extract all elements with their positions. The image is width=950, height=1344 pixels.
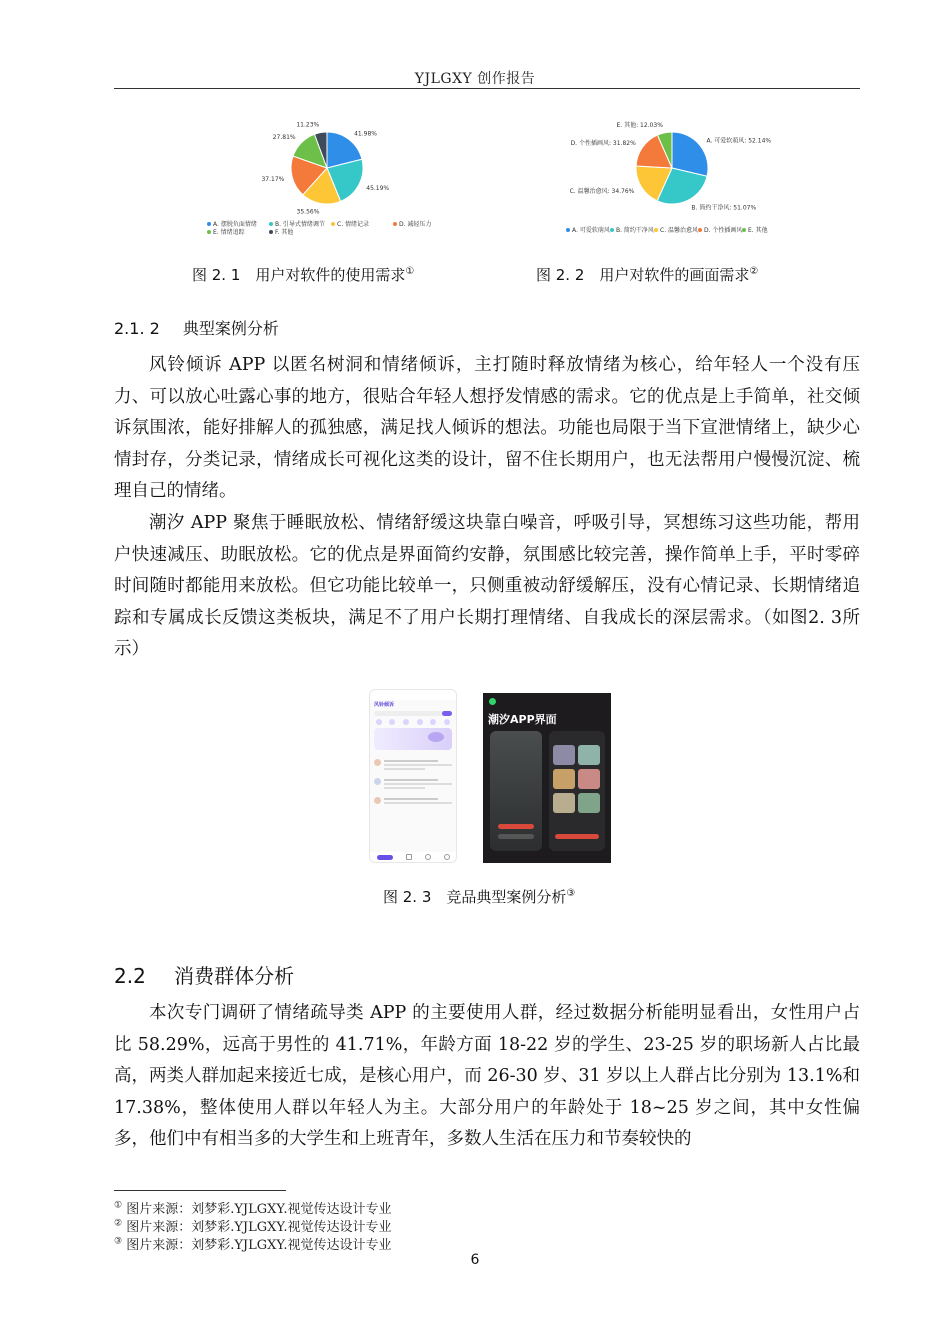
footnote-text: 图片来源：刘梦彩.YJLGXY.视觉传达设计专业 — [126, 1220, 392, 1235]
paragraph-fengling: 风铃倾诉 APP 以匿名树洞和情绪倾诉，主打随时释放情绪为核心，给年轻人一个没有压力、可以放心吐露心事的地方，很贴合年轻人想抒发情感的需求。它的优点是上手简单，社交倾诉氛围浓，能好排解人的孤独感，满足找人倾诉的想法。功能也局限于当下宣泄情绪上，缺少心情封存，分类记录，情绪成长可视化这类的设计，留不住长期用户，也无法帮用户慢慢沉淀、梳理自己的情绪。 — [114, 355, 860, 501]
legend-swatch — [269, 222, 273, 226]
legend-label: A. 摆脱负面情绪 — [213, 221, 257, 228]
mood-card — [553, 769, 575, 789]
legend-swatch — [654, 228, 658, 232]
slice-label: D. 个性插画风: 31.82% — [570, 139, 636, 147]
legend-swatch — [207, 230, 211, 234]
search-bar — [374, 711, 452, 716]
subsection-title: 典型案例分析 — [182, 319, 279, 338]
subsection-heading — [114, 316, 279, 339]
app-screenshot-fengling — [369, 689, 457, 863]
footnote-ref-3[interactable]: ③ — [566, 888, 576, 899]
legend-swatch — [742, 228, 746, 232]
status-bar — [370, 690, 456, 700]
whale-icon — [428, 732, 444, 742]
post-list — [370, 753, 456, 816]
mood-card — [578, 769, 600, 789]
footnote-3 — [114, 1234, 391, 1253]
slice-label: B. 简约干净风: 51.07% — [691, 204, 757, 212]
secondary-button — [498, 834, 534, 839]
page-number: 6 — [470, 1252, 480, 1268]
section-heading — [114, 960, 294, 989]
slice-label: 35.56% — [296, 208, 320, 216]
figure-3-caption — [383, 886, 575, 907]
legend-label: C. 温馨治愈风 — [660, 227, 699, 234]
legend-label: D. 减轻压力 — [399, 221, 432, 228]
figure-1-caption-text: 图 2. 1 用户对软件的使用需求 — [192, 266, 406, 284]
running-header: YJLGXY 创作报告 — [414, 71, 536, 87]
avatar — [374, 759, 381, 766]
figure-2-caption — [536, 264, 758, 285]
legend-swatch — [269, 230, 273, 234]
tab-heart-icon — [425, 854, 431, 860]
slice-label: E. 其他: 12.03% — [616, 121, 663, 129]
tab-profile-icon — [444, 854, 450, 860]
figure-2-caption-text: 图 2. 2 用户对软件的画面需求 — [536, 266, 750, 284]
slice-label: C. 温馨治愈风: 34.76% — [569, 187, 635, 195]
search-button — [442, 711, 452, 716]
figure-1-caption — [192, 264, 414, 285]
tab-bar — [370, 852, 456, 862]
section-title: 消费群体分析 — [174, 964, 295, 988]
legend-swatch — [393, 222, 397, 226]
footnote-text: 图片来源：刘梦彩.YJLGXY.视觉传达设计专业 — [126, 1202, 392, 1217]
footnote-2 — [114, 1216, 391, 1235]
footnote-mark: ③ — [114, 1236, 123, 1247]
list-item — [374, 797, 452, 806]
slice-label: 27.81% — [272, 134, 296, 142]
app-title: 潮汐APP界面 — [488, 713, 557, 726]
section-number: 2.2 — [114, 964, 146, 988]
legend-label: D. 个性插画风 — [704, 227, 743, 234]
legend-label: B. 引导式情绪调节 — [275, 221, 325, 228]
figure-3-caption-text: 图 2. 3 竞品典型案例分析 — [383, 888, 567, 906]
brand-logo-icon — [489, 698, 496, 705]
mood-card — [553, 793, 575, 813]
app-screenshot-chaoxi — [483, 693, 611, 863]
category-row — [372, 719, 454, 725]
mood-card — [578, 745, 600, 765]
confirm-button — [555, 834, 599, 839]
app-title: 风铃倾诉 — [374, 702, 395, 708]
footnote-divider — [114, 1190, 286, 1191]
paragraph-chaoxi: 潮汐 APP 聚焦于睡眠放松、情绪舒缓这块靠白噪音，呼吸引导，冥想练习这些功能，帮用户快速减压、助眠放松。它的优点是界面简约安静，氛围感比较完善，操作简单上手，平时零碎时间随时都能用来放松。但它功能比较单一，只侧重被动舒缓解压，没有心情记录、长期情绪追踪和专属成长反馈这类板块，满足不了用户长期打理情绪、自我成长的深层需求。（如图2. 3所示） — [114, 513, 860, 659]
legend-swatch — [698, 228, 702, 232]
avatar — [374, 797, 381, 804]
slice-label: 45.19% — [366, 184, 390, 192]
tab-home — [377, 855, 393, 860]
legend-label: E. 其他 — [748, 227, 768, 234]
legend-label: F. 其他 — [275, 229, 294, 236]
footnote-1 — [114, 1198, 391, 1217]
legend-swatch — [331, 222, 335, 226]
mood-card — [553, 745, 575, 765]
footnote-text: 图片来源：刘梦彩.YJLGXY.视觉传达设计专业 — [126, 1238, 392, 1253]
mood-card — [578, 793, 600, 813]
footnote-mark: ① — [114, 1200, 123, 1211]
header-divider — [114, 88, 860, 89]
paragraph-consumer-groups: 本次专门调研了情绪疏导类 APP 的主要使用人群，经过数据分析能明显看出，女性用户占比 58.29%，远高于男性的 41.71%，年龄方面 18-22 岁的学生、23-25 岁的职场新人占比最高，两类人群加起来接近七成，是核心用户，而 26-30 岁、31 岁以上人群占比分别为 13.1%和 17.38%，整体使用人群以年轻人为主。大部分用户的年龄处于 18~25 岁之间，其中女性偏多，他们中有相当多的大学生和上班青年，多数人生活在压力和节奏较快的 — [114, 1003, 860, 1149]
start-button — [498, 824, 534, 829]
pie2-slices — [636, 132, 708, 204]
pie-chart-usage-needs — [195, 112, 450, 237]
subsection-number: 2.1. 2 — [114, 319, 160, 338]
legend-label: A. 可爱软萌风 — [572, 227, 610, 234]
pie1-slices — [291, 132, 363, 204]
pie2-legend — [566, 226, 768, 234]
slice-label: 41.98% — [354, 130, 377, 138]
legend-swatch — [610, 228, 614, 232]
list-item — [374, 778, 452, 789]
mood-screen — [549, 731, 605, 851]
footnote-ref-2[interactable]: ② — [749, 266, 759, 277]
footnote-ref-1[interactable]: ① — [405, 266, 415, 277]
slice-label: 11.23% — [296, 121, 320, 129]
pie1-legend — [207, 220, 431, 236]
list-item — [374, 759, 452, 770]
legend-label: B. 简约干净风 — [616, 227, 654, 234]
legend-swatch — [207, 222, 211, 226]
avatar — [374, 778, 381, 785]
slice-label: A. 可爱软萌风: 52.14% — [706, 137, 772, 145]
legend-label: E. 情绪追踪 — [213, 229, 245, 236]
legend-label: C. 情绪记录 — [337, 221, 370, 228]
pie-chart-visual-needs — [560, 112, 785, 237]
player-screen — [490, 731, 542, 851]
slice-label: 37.17% — [261, 175, 285, 183]
footnote-mark: ② — [114, 1218, 123, 1229]
tab-chat-icon — [406, 854, 412, 860]
banner — [374, 728, 452, 750]
legend-swatch — [566, 228, 570, 232]
